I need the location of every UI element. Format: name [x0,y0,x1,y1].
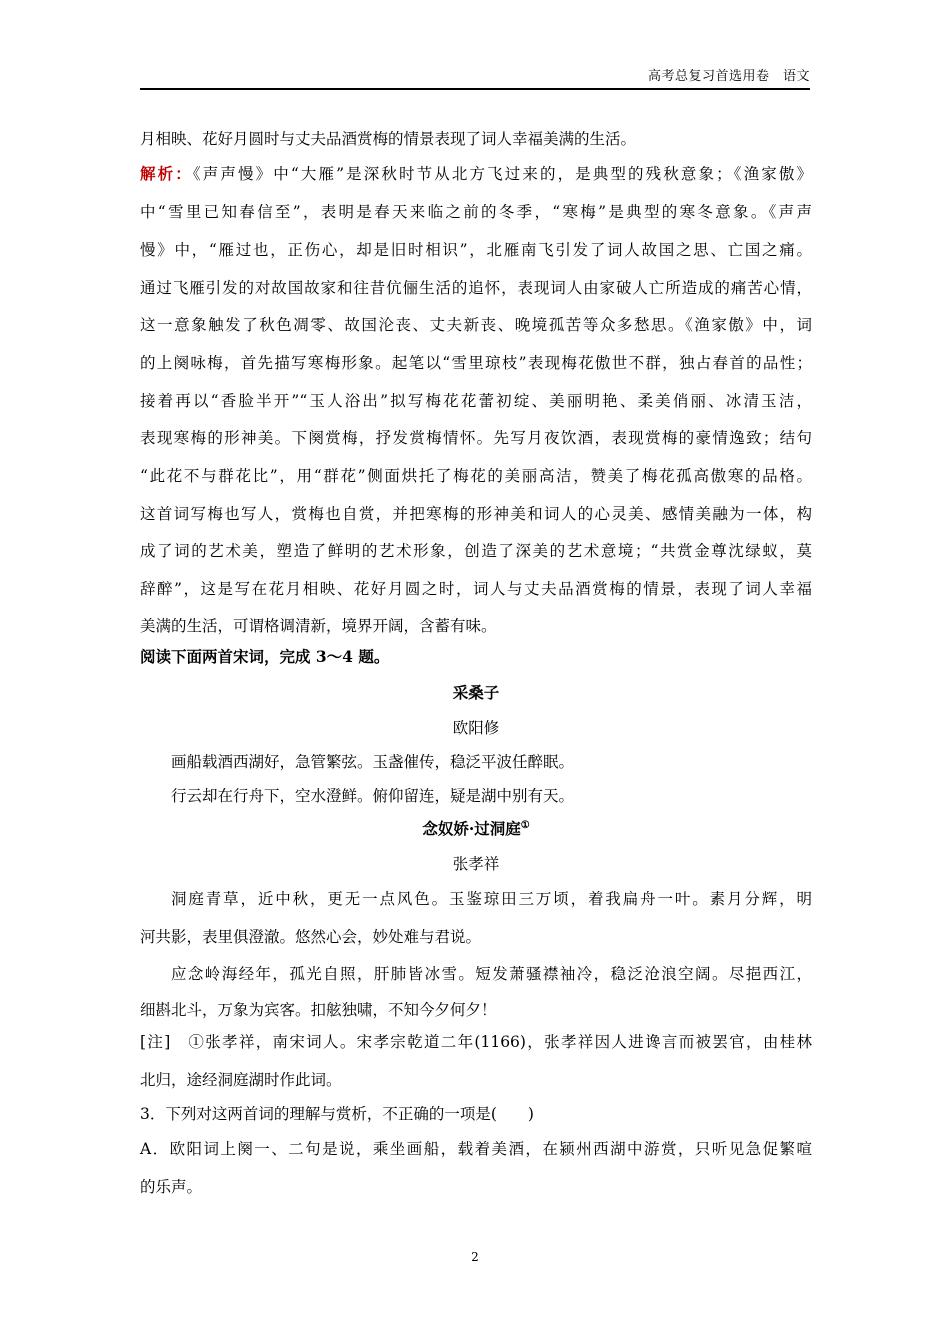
text-line: “此花不与群花比”，用“群花”侧面烘托了梅花的美丽高洁，赞美了梅花孤高傲寒的品格。 [140,467,812,485]
text-line: 这首词写梅也写人，赏梅也自赏，并把寒梅的形神美和词人的心灵美、感情美融为一体，构 [140,505,812,523]
poem2-title-wrap [140,819,812,839]
text-line: 慢》中，“雁过也，正伤心，却是旧时相识”，北雁南飞引发了词人故国之思、亡国之痛。 [140,241,812,259]
text-line: 通过飞雁引发的对故国故家和往昔伉俪生活的追怀，表现词人由家破人亡所造成的痛苦心情， [140,279,812,297]
text-line: 这一意象触发了秋色凋零、故国沦丧、丈夫新丧、晚境孤苦等众多愁思。《渔家傲》中，词 [140,316,812,334]
note-line: 北归，途经洞庭湖时作此词。 [140,1071,342,1089]
page-header [140,66,810,90]
header-title: 高考总复习首选用卷 语文 [647,69,810,84]
question-3: 3．下列对这两首词的理解与赏析，不正确的一项是( ) [140,1105,534,1123]
option-a: A．欧阳词上阕一、二句是说，乘坐画船，载着美酒，在颍州西湖中游赏，只听见急促繁喧 [140,1140,812,1158]
poem1-line: 画船载酒西湖好，急管繁弦。玉盏催传，稳泛平波任醉眠。 [171,753,575,771]
poem2-line: 应念岭海经年，孤光自照，肝肺皆冰雪。短发萧骚襟袖冷，稳泛沧浪空阔。尽挹西江， [171,965,812,983]
text-line: 的上阕咏梅，首先描写寒梅形象。起笔以“雪里琼枝”表现梅花傲世不群，独占春首的品性； [140,354,812,372]
text-line: 辞醉”，这是写在花月相映、花好月圆之时，词人与丈夫品酒赏梅的情景，表现了词人幸福 [140,580,812,598]
poem2-line: 河共影，表里俱澄澈。悠然心会，妙处难与君说。 [140,928,482,946]
note-line: [注] ①张孝祥，南宋词人。宋孝宗乾道二年(1166)，张孝祥因人进谗言而被罢官，由桂林 [140,1033,812,1051]
text-line: 美满的生活，可谓格调清新，境界开阔，含蓄有味。 [140,617,497,635]
text-line: 月相映、花好月圆时与丈夫品酒赏梅的情景表现了词人幸福美满的生活。 [140,130,637,148]
reading-instruction: 阅读下面两首宋词，完成 3～4 题。 [140,647,390,666]
page-number: 2 [471,1250,479,1264]
poem1-title: 采桑子 [452,683,500,702]
text-line: 中“雪里已知春信至”，表明是春天来临之前的冬季，“寒梅”是典型的寒冬意象。《声声 [140,203,812,221]
option-a-cont: 的乐声。 [140,1178,203,1196]
text-line: 成了词的艺术美，塑造了鲜明的艺术形象，创造了深美的艺术意境；“共赏金尊沈绿蚁，莫 [140,542,812,560]
text-line: 表现寒梅的形神美。下阕赏梅，抒发赏梅情怀。先写月夜饮酒，表现赏梅的豪情逸致；结句 [140,429,812,447]
text-line: 接着再以“香脸半开”“玉人浴出”拟写梅花花蕾初绽、美丽明艳、柔美俏丽、冰清玉洁， [140,392,812,410]
poem1-line: 行云却在行舟下，空水澄鲜。俯仰留连，疑是湖中别有天。 [171,787,575,805]
poem2-line: 洞庭青草，近中秋，更无一点风色。玉鉴琼田三万顷，着我扁舟一叶。素月分辉，明 [171,890,812,908]
analysis-label: 解析： [140,164,193,183]
poem2-line: 细斟北斗，万象为宾客。扣舷独啸，不知今夕何夕！ [140,1001,497,1019]
poem1-author: 欧阳修 [452,719,500,737]
poem2-title: 念奴娇·过洞庭 [422,819,521,838]
analysis-text: 《声声慢》中“大雁”是深秋时节从北方飞过来的，是典型的残秋意象；《渔家傲》 [192,165,812,183]
poem2-title-footnote-mark: ① [520,819,530,831]
poem2-author: 张孝祥 [452,855,500,873]
analysis-line [140,164,812,184]
